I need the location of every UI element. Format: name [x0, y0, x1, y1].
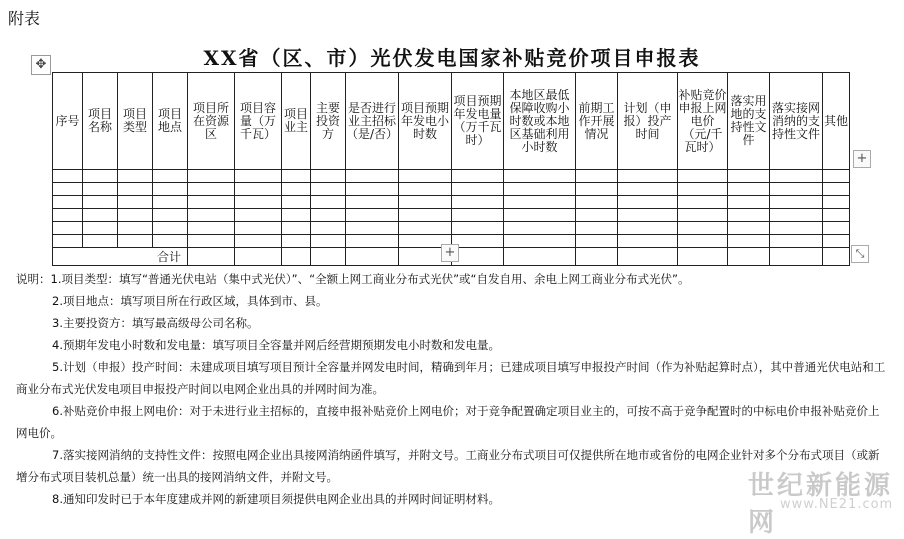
header-cell: 项目类型: [118, 73, 153, 170]
header-row: [53, 73, 850, 170]
table-cell[interactable]: [346, 196, 399, 209]
table-cell[interactable]: [311, 209, 346, 222]
header-cell: 项目地点: [153, 73, 188, 170]
total-label: 合计: [53, 248, 188, 266]
table-cell[interactable]: [346, 235, 399, 248]
table-cell[interactable]: [452, 196, 504, 209]
table-cell[interactable]: [728, 235, 770, 248]
table-cell[interactable]: [153, 170, 188, 183]
table-cell[interactable]: [618, 183, 678, 196]
table-cell[interactable]: [188, 170, 235, 183]
table-cell[interactable]: [83, 235, 118, 248]
table-cell[interactable]: [153, 196, 188, 209]
table-cell[interactable]: [188, 183, 235, 196]
table-cell[interactable]: [576, 183, 618, 196]
table-cell[interactable]: [823, 248, 850, 266]
table-cell[interactable]: [823, 170, 850, 183]
header-cell: 项目所在资源区: [188, 73, 235, 170]
table-cell[interactable]: [346, 170, 399, 183]
table-cell[interactable]: [118, 196, 153, 209]
table-cell[interactable]: [823, 222, 850, 235]
table-cell[interactable]: [399, 222, 452, 235]
table-cell[interactable]: [618, 222, 678, 235]
table-cell[interactable]: [452, 183, 504, 196]
note-line: 3.主要投资方：填写最高级母公司名称。: [52, 316, 259, 330]
table-cell[interactable]: [728, 222, 770, 235]
add-row-icon[interactable]: +: [441, 244, 459, 262]
table-cell[interactable]: [235, 196, 282, 209]
table-cell[interactable]: [399, 183, 452, 196]
table-cell[interactable]: [53, 222, 83, 235]
note-line: 6.补贴竞价申报上网电价：对于未进行业主招标的，直接申报补贴竞价上网电价；对于竞争配置确定项目业主的，可按不高于竞争配置时的中标电价申报补贴竞价上网电价。: [16, 404, 880, 440]
table-cell[interactable]: [83, 170, 118, 183]
table-cell[interactable]: [678, 196, 728, 209]
table-cell[interactable]: [399, 196, 452, 209]
table-cell[interactable]: [282, 235, 311, 248]
table-move-handle-icon[interactable]: ✥: [31, 55, 51, 75]
table-cell[interactable]: [576, 170, 618, 183]
table-cell[interactable]: [235, 209, 282, 222]
table-cell[interactable]: [53, 170, 83, 183]
header-cell: 本地区最低保障收购小时数或本地区基础利用小时数: [504, 73, 576, 170]
table-cell[interactable]: [53, 209, 83, 222]
table-cell[interactable]: [770, 170, 823, 183]
table-cell[interactable]: [282, 222, 311, 235]
table-cell[interactable]: [53, 196, 83, 209]
table-cell[interactable]: [83, 222, 118, 235]
header-cell: 项目预期年发电量（万千瓦时）: [452, 73, 504, 170]
table-cell[interactable]: [618, 170, 678, 183]
table-cell[interactable]: [504, 209, 576, 222]
watermark-logo: 世纪新能源网: [748, 471, 894, 538]
header-cell: 补贴竞价申报上网电价（元/千瓦时）: [678, 73, 728, 170]
table-cell[interactable]: [188, 248, 235, 266]
table-cell[interactable]: [83, 196, 118, 209]
table-cell[interactable]: [452, 209, 504, 222]
table-cell[interactable]: [728, 183, 770, 196]
header-cell: 计划（申报）投产时间: [618, 73, 678, 170]
header-cell: 落实接网消纳的支持性文件: [770, 73, 823, 170]
header-cell: 项目预期年发电小时数: [399, 73, 452, 170]
table-cell[interactable]: [118, 183, 153, 196]
table-cell[interactable]: [346, 209, 399, 222]
appendix-label: 附表: [8, 9, 41, 28]
header-cell: 前期工作开展情况: [576, 73, 618, 170]
table-cell[interactable]: [83, 209, 118, 222]
table-cell[interactable]: [504, 222, 576, 235]
header-cell: 其他: [823, 73, 850, 170]
table-row: [53, 183, 850, 196]
table-cell[interactable]: [346, 183, 399, 196]
table-cell[interactable]: [311, 196, 346, 209]
table-cell[interactable]: [678, 209, 728, 222]
application-table: [52, 72, 850, 266]
form-title: XX省（区、市）光伏发电国家补贴竞价项目申报表: [203, 46, 701, 70]
table-cell[interactable]: [576, 209, 618, 222]
header-cell: 主要投资方: [311, 73, 346, 170]
table-cell[interactable]: [188, 222, 235, 235]
table-cell[interactable]: [282, 170, 311, 183]
note-line: [16, 268, 886, 290]
table-cell[interactable]: [235, 235, 282, 248]
table-cell[interactable]: [235, 248, 282, 266]
table-cell[interactable]: [118, 170, 153, 183]
table-row: [53, 196, 850, 209]
table-cell[interactable]: [452, 235, 504, 248]
table-cell[interactable]: [728, 196, 770, 209]
table-cell[interactable]: [576, 248, 618, 266]
table-cell[interactable]: [576, 196, 618, 209]
table-cell[interactable]: [399, 209, 452, 222]
note-line: 5.计划（申报）投产时间：未建成项目填写项目预计全容量并网发电时间，精确到年月；已建成项目填写申报投产时间（作为补贴起算时点），其中普通光伏电站和工商业分布式光伏发电项目申报投产时间以电网企业出具的并网时间为准。: [16, 360, 886, 396]
table-cell[interactable]: [452, 248, 504, 266]
header-cell: 落实用地的支持性文件: [728, 73, 770, 170]
table-cell[interactable]: [678, 248, 728, 266]
table-cell[interactable]: [678, 183, 728, 196]
table-cell[interactable]: [678, 235, 728, 248]
table-cell[interactable]: [235, 222, 282, 235]
table-cell[interactable]: [346, 248, 399, 266]
table-cell[interactable]: [504, 183, 576, 196]
table-cell[interactable]: [311, 222, 346, 235]
table-cell[interactable]: [188, 235, 235, 248]
table-cell[interactable]: [452, 222, 504, 235]
header-cell: 序号: [53, 73, 83, 170]
table-resize-icon[interactable]: ⤡: [851, 245, 869, 263]
note-line: 8.通知印发时已于本年度建成并网的新建项目须提供电网企业出具的并网时间证明材料。: [52, 492, 500, 506]
table-cell[interactable]: [504, 196, 576, 209]
table-cell[interactable]: [618, 196, 678, 209]
header-cell: 项目名称: [83, 73, 118, 170]
table-cell[interactable]: [118, 222, 153, 235]
table-cell[interactable]: [311, 170, 346, 183]
table-cell[interactable]: [678, 170, 728, 183]
header-cell: 项目容量（万千瓦）: [235, 73, 282, 170]
table-cell[interactable]: [770, 196, 823, 209]
table-cell[interactable]: [504, 235, 576, 248]
table-cell[interactable]: [282, 196, 311, 209]
note-line: 7.落实接网消纳的支持性文件：按照电网企业出具接网消纳函件填写，并附文号。工商业分布式项目可仅提供所在地市或省份的电网企业针对多个分布式项目（或新增分布式项目装机总量）统一出具的接网消纳文件，并附文号。: [16, 448, 880, 484]
table-cell[interactable]: [618, 235, 678, 248]
table-cell[interactable]: [770, 235, 823, 248]
table-cell[interactable]: [346, 222, 399, 235]
table-cell[interactable]: [770, 209, 823, 222]
table-cell[interactable]: [153, 209, 188, 222]
table-cell[interactable]: [770, 183, 823, 196]
table-cell[interactable]: [618, 209, 678, 222]
table-cell[interactable]: [728, 170, 770, 183]
table-cell[interactable]: [83, 183, 118, 196]
table-cell[interactable]: [823, 235, 850, 248]
table-cell[interactable]: [504, 248, 576, 266]
table-cell[interactable]: [282, 248, 311, 266]
table-cell[interactable]: [678, 222, 728, 235]
table-cell[interactable]: [53, 235, 83, 248]
table-cell[interactable]: [311, 248, 346, 266]
table-cell[interactable]: [188, 196, 235, 209]
table-cell[interactable]: [235, 170, 282, 183]
table-cell[interactable]: [153, 235, 188, 248]
table-cell[interactable]: [311, 183, 346, 196]
table-row: [53, 209, 850, 222]
add-column-icon[interactable]: +: [853, 150, 871, 168]
table-cell[interactable]: [153, 183, 188, 196]
table-cell[interactable]: [188, 209, 235, 222]
table-cell[interactable]: [823, 196, 850, 209]
note-text: 1.项目类型：填写“普通光伏电站（集中式光伏）”、“全额上网工商业分布式光伏”或“自发自用、余电上网工商业分布式光伏”。: [50, 272, 690, 286]
table-cell[interactable]: [823, 183, 850, 196]
table-cell[interactable]: [576, 235, 618, 248]
table-cell[interactable]: [452, 170, 504, 183]
note-line: 4.预期年发电小时数和发电量：填写项目全容量并网后经营期预期发电小时数和发电量。: [52, 338, 500, 352]
table-cell[interactable]: [399, 170, 452, 183]
header-cell: 是否进行业主招标（是/否）: [346, 73, 399, 170]
table-cell[interactable]: [770, 248, 823, 266]
table-cell[interactable]: [728, 209, 770, 222]
table-cell[interactable]: [311, 235, 346, 248]
table-cell[interactable]: [153, 222, 188, 235]
table-cell[interactable]: [235, 183, 282, 196]
table-cell[interactable]: [118, 209, 153, 222]
table-row: [53, 170, 850, 183]
table-cell[interactable]: [770, 222, 823, 235]
table-cell[interactable]: [282, 209, 311, 222]
table-row: [53, 222, 850, 235]
table-cell[interactable]: [823, 209, 850, 222]
note-line: 2.项目地点：填写项目所在行政区域，具体到市、县。: [52, 294, 328, 308]
table-cell[interactable]: [118, 235, 153, 248]
table-cell[interactable]: [728, 248, 770, 266]
table-cell[interactable]: [282, 183, 311, 196]
table-cell[interactable]: [504, 170, 576, 183]
table-cell[interactable]: [53, 183, 83, 196]
table-cell[interactable]: [618, 248, 678, 266]
watermark-url: www.NE21.com: [780, 497, 894, 512]
table-cell[interactable]: [576, 222, 618, 235]
notes-prefix: 说明：: [16, 272, 51, 286]
header-cell: 项目业主: [282, 73, 311, 170]
